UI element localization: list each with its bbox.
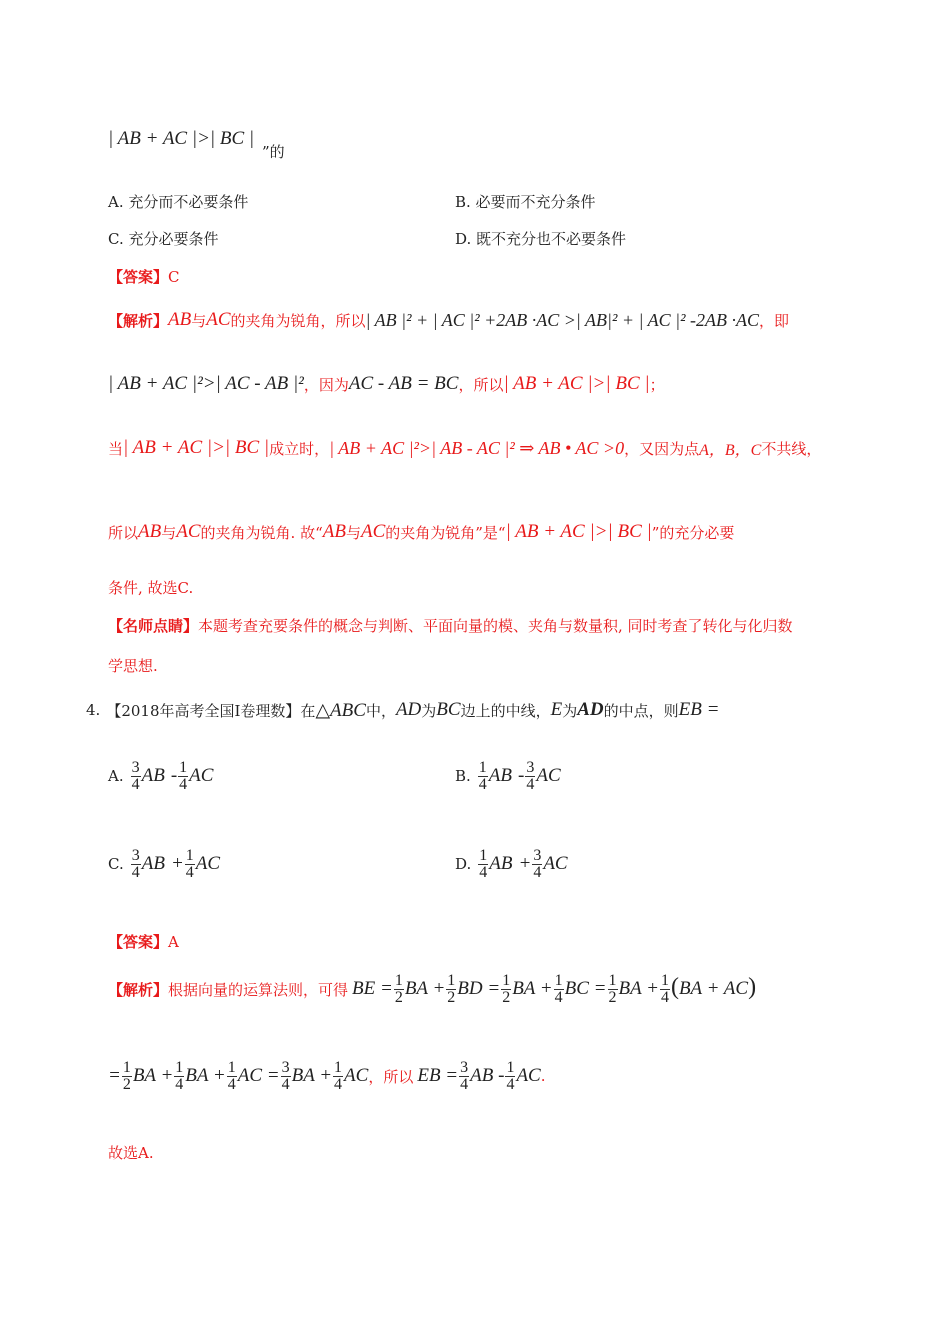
coef-num: 3 — [533, 846, 542, 864]
q4-stem — [86, 692, 719, 728]
analysis-label: 【解析】 — [108, 311, 169, 330]
segment-ad: AD — [395, 699, 422, 720]
text: 的夹角为锐角. 故“ — [200, 523, 323, 542]
text: 与 — [191, 311, 207, 330]
vector: AC — [189, 765, 214, 786]
vector: AB — [488, 765, 513, 786]
vector-ab: AB — [138, 521, 162, 542]
operator: - — [170, 765, 178, 786]
q4-option-b — [455, 754, 561, 798]
operator: - — [518, 765, 525, 786]
note-label: 【名师点睛】 — [108, 617, 199, 635]
q3-answer — [108, 266, 180, 287]
q4-option-c — [108, 842, 220, 886]
coef-num: 1 — [478, 758, 487, 776]
coef-num: 3 — [131, 846, 140, 864]
coef-den: 4 — [179, 775, 188, 793]
q3-note-line-2: 学思想. — [108, 657, 158, 675]
inequality: | AB + AC |²>| AC - AB |² — [108, 373, 304, 394]
answer-value: A — [168, 933, 179, 951]
text: 与 — [345, 523, 361, 542]
equation-eb: EB = $\frac{3}{4}$ AB - $\frac{1}{4}$ AC — [417, 1058, 541, 1093]
inequality: | AB + AC |>| BC | — [503, 373, 650, 394]
text: ； — [649, 375, 665, 394]
q4-option-d — [455, 842, 568, 886]
text: 当 — [108, 439, 124, 458]
q3-analysis-line-4 — [108, 514, 734, 550]
coef-den: 4 — [131, 775, 140, 793]
vector: AC — [536, 765, 561, 786]
implication: | AB + AC |²>| AB - AC |² ⇒ AB • AC >0 — [329, 437, 625, 458]
q3-suffix: ”的 — [262, 143, 285, 161]
points: A，B，C — [699, 441, 762, 459]
text: 为 — [421, 701, 437, 720]
triangle-abc: △ABC — [315, 699, 366, 721]
text: ，即 — [758, 311, 789, 330]
q3-analysis-line-3 — [108, 430, 821, 466]
analysis-label: 【解析】 — [108, 980, 169, 999]
operator: + — [170, 853, 184, 874]
question-number: 4. — [86, 701, 101, 719]
q3-note-line-1 — [108, 615, 793, 636]
q4-analysis-line-2 — [108, 1051, 546, 1101]
coef-den: 4 — [526, 775, 535, 793]
coef-den: 4 — [533, 863, 542, 881]
text: 所以 — [108, 523, 139, 542]
vector: AC — [543, 853, 568, 874]
vector-ab: AB — [322, 521, 346, 542]
q3-analysis-line-5: 条件, 故选C. — [108, 579, 194, 597]
coef-num: 1 — [179, 758, 188, 776]
text: ，又因为点 — [624, 439, 700, 458]
option-letter: C. — [108, 855, 124, 873]
text: ，所以 — [458, 375, 504, 394]
q3-analysis-line-2 — [108, 366, 665, 402]
q3-option-a: A. 充分而不必要条件 — [108, 193, 249, 211]
note-text: 本题考查充要条件的概念与判断、平面向量的模、夹角与数量积, 同时考查了转化与化归数 — [198, 617, 793, 635]
operator: + — [518, 853, 532, 874]
vector-ac: AC — [176, 521, 201, 542]
text: 边上的中线， — [460, 701, 551, 720]
q3-option-b: B. 必要而不充分条件 — [455, 193, 596, 211]
text: ”的充分必要 — [651, 523, 735, 542]
q3-analysis-line-1 — [108, 302, 789, 338]
coef-num: 3 — [526, 758, 535, 776]
text: . — [540, 1067, 546, 1085]
vector: AB — [141, 853, 165, 874]
equation-be: BE = $\frac{1}{2}$ BA + $\frac{1}{2}$ BD = $\frac{1}{2}$ BA + $\frac{1}{4}$ BC = $\frac{1}{2}$ BA + $\frac{1}{4}$ (BA + AC) — [352, 971, 757, 1006]
option-letter: D. — [455, 855, 472, 873]
text: 在 — [300, 701, 316, 720]
question-source: 【2018年高考全国Ⅰ卷理数】 — [106, 701, 301, 720]
vector: AB — [141, 765, 165, 786]
q4-conclusion: 故选A. — [108, 1144, 154, 1162]
answer-label: 【答案】 — [108, 933, 169, 951]
answer-label: 【答案】 — [108, 268, 169, 286]
vector-ac: AC — [360, 521, 386, 542]
coef-den: 4 — [131, 863, 140, 881]
vector-ab: AB — [168, 309, 192, 330]
text: 的中点，则 — [603, 701, 679, 720]
q4-option-a — [108, 754, 213, 798]
coef-den: 4 — [479, 863, 488, 881]
q4-answer — [108, 931, 179, 952]
inequality: | AB + AC |>| BC | — [505, 521, 652, 542]
text: 不共线， — [761, 439, 822, 458]
text: 为 — [562, 701, 578, 720]
segment-ad: AD — [577, 699, 604, 720]
equation-expansion: = $\frac{1}{2}$ BA + $\frac{1}{4}$ BA + $\frac{1}{4}$ AC = $\frac{3}{4}$ BA + $\frac{1}{4}$ AC — [108, 1058, 369, 1093]
text: 成立时， — [269, 439, 330, 458]
equation: AC - AB = BC — [348, 373, 459, 394]
answer-value: C — [168, 268, 180, 286]
point-e: E — [550, 699, 563, 720]
analysis-intro: 根据向量的运算法则，可得 — [168, 980, 349, 999]
coef-num: 1 — [185, 846, 194, 864]
vector: AB — [489, 853, 513, 874]
text: ，因为 — [303, 375, 349, 394]
coef-den: 4 — [478, 775, 487, 793]
vector: AC — [195, 853, 221, 874]
vector-eb: EB = — [678, 699, 720, 720]
q3-option-c: C. 充分必要条件 — [108, 230, 219, 248]
q3-option-d: D. 既不充分也不必要条件 — [455, 230, 627, 248]
text: 的夹角为锐角”是“ — [385, 523, 506, 542]
inequality: | AB + AC |>| BC | — [123, 437, 270, 458]
coef-num: 1 — [479, 846, 488, 864]
text: ，所以 — [368, 1067, 414, 1086]
text: 中， — [365, 701, 396, 720]
text: 的夹角为锐角，所以 — [230, 311, 366, 330]
segment-bc: BC — [436, 699, 461, 720]
option-letter: B. — [455, 767, 471, 785]
coef-num: 3 — [131, 758, 140, 776]
option-letter: A. — [108, 767, 124, 785]
vector-ac: AC — [206, 309, 231, 330]
text: 与 — [161, 523, 177, 542]
inequality: | AB |² + | AC |² +2AB ·AC >| AB|² + | AC |² -2AB ·AC — [365, 309, 759, 330]
q4-analysis-line-1 — [108, 964, 756, 1014]
q3-condition: | AB + AC |>| BC | — [108, 128, 255, 149]
coef-den: 4 — [185, 863, 194, 881]
